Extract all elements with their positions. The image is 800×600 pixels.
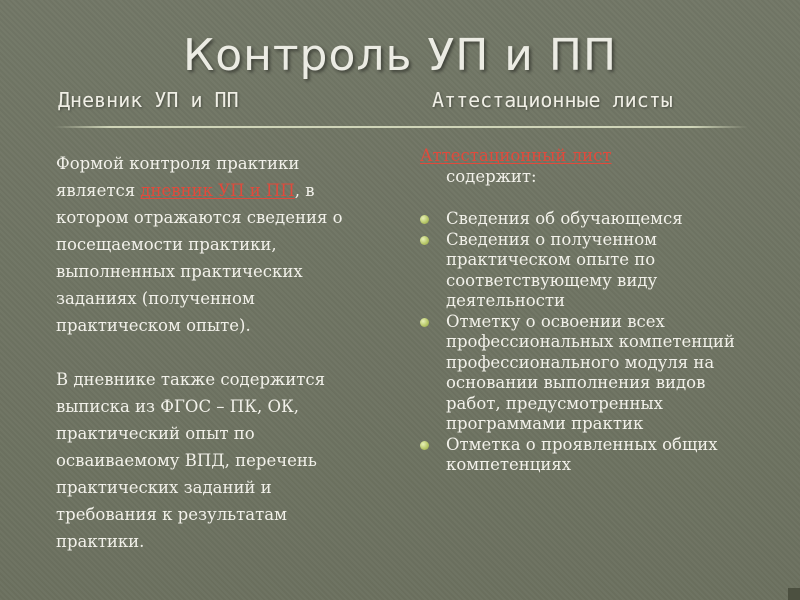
list-item xyxy=(418,435,754,476)
right-intro-text: содержит: xyxy=(446,166,537,186)
right-column xyxy=(418,146,754,476)
attestation-sheet-link[interactable]: Аттестационный лист xyxy=(420,146,612,165)
slide-title: Контроль УП и ПП xyxy=(182,30,618,81)
left-column-heading: Дневник УП и ПП xyxy=(58,88,239,112)
left-paragraph-2: В дневнике также содержится выписка из ФГОС – ПК, ОК, практический опыт по осваиваемому ВПД, перечень практических заданий и требования к результатам практики. xyxy=(56,370,325,551)
list-item-text: Сведения об обучающемся xyxy=(446,209,683,228)
left-p1-text-start: Формой контроля практики является xyxy=(56,154,300,200)
list-item-text: Отметка о проявленных общих компетенциях xyxy=(446,434,718,474)
right-column-heading: Аттестационные листы xyxy=(432,88,673,112)
list-item xyxy=(418,230,754,312)
heading-divider xyxy=(54,126,748,128)
right-intro xyxy=(418,146,754,187)
diary-link[interactable]: дневник УП и ПП xyxy=(140,181,295,200)
list-item-text: Сведения о полученном практическом опыте по соответствующему виду деятельности xyxy=(446,229,658,310)
left-paragraph-1 xyxy=(56,150,376,339)
list-item xyxy=(418,209,754,230)
attestation-content-list xyxy=(418,209,754,476)
list-item-text: Отметку о освоении всех профессиональных компетенций профессионального модуля на основании выполнения видов работ, предусмотренных программами практик xyxy=(446,311,735,433)
bullet-dot-icon xyxy=(420,236,429,245)
list-item xyxy=(418,312,754,435)
left-p1-text-end: , в котором отражаются сведения о посещаемости практики, выполненных практических заданиях (полученном практическом опыте). xyxy=(56,181,343,335)
bullet-dot-icon xyxy=(420,441,429,450)
bullet-dot-icon xyxy=(420,215,429,224)
bullet-dot-icon xyxy=(420,318,429,327)
corner-marker xyxy=(788,588,800,600)
left-column xyxy=(56,150,376,555)
